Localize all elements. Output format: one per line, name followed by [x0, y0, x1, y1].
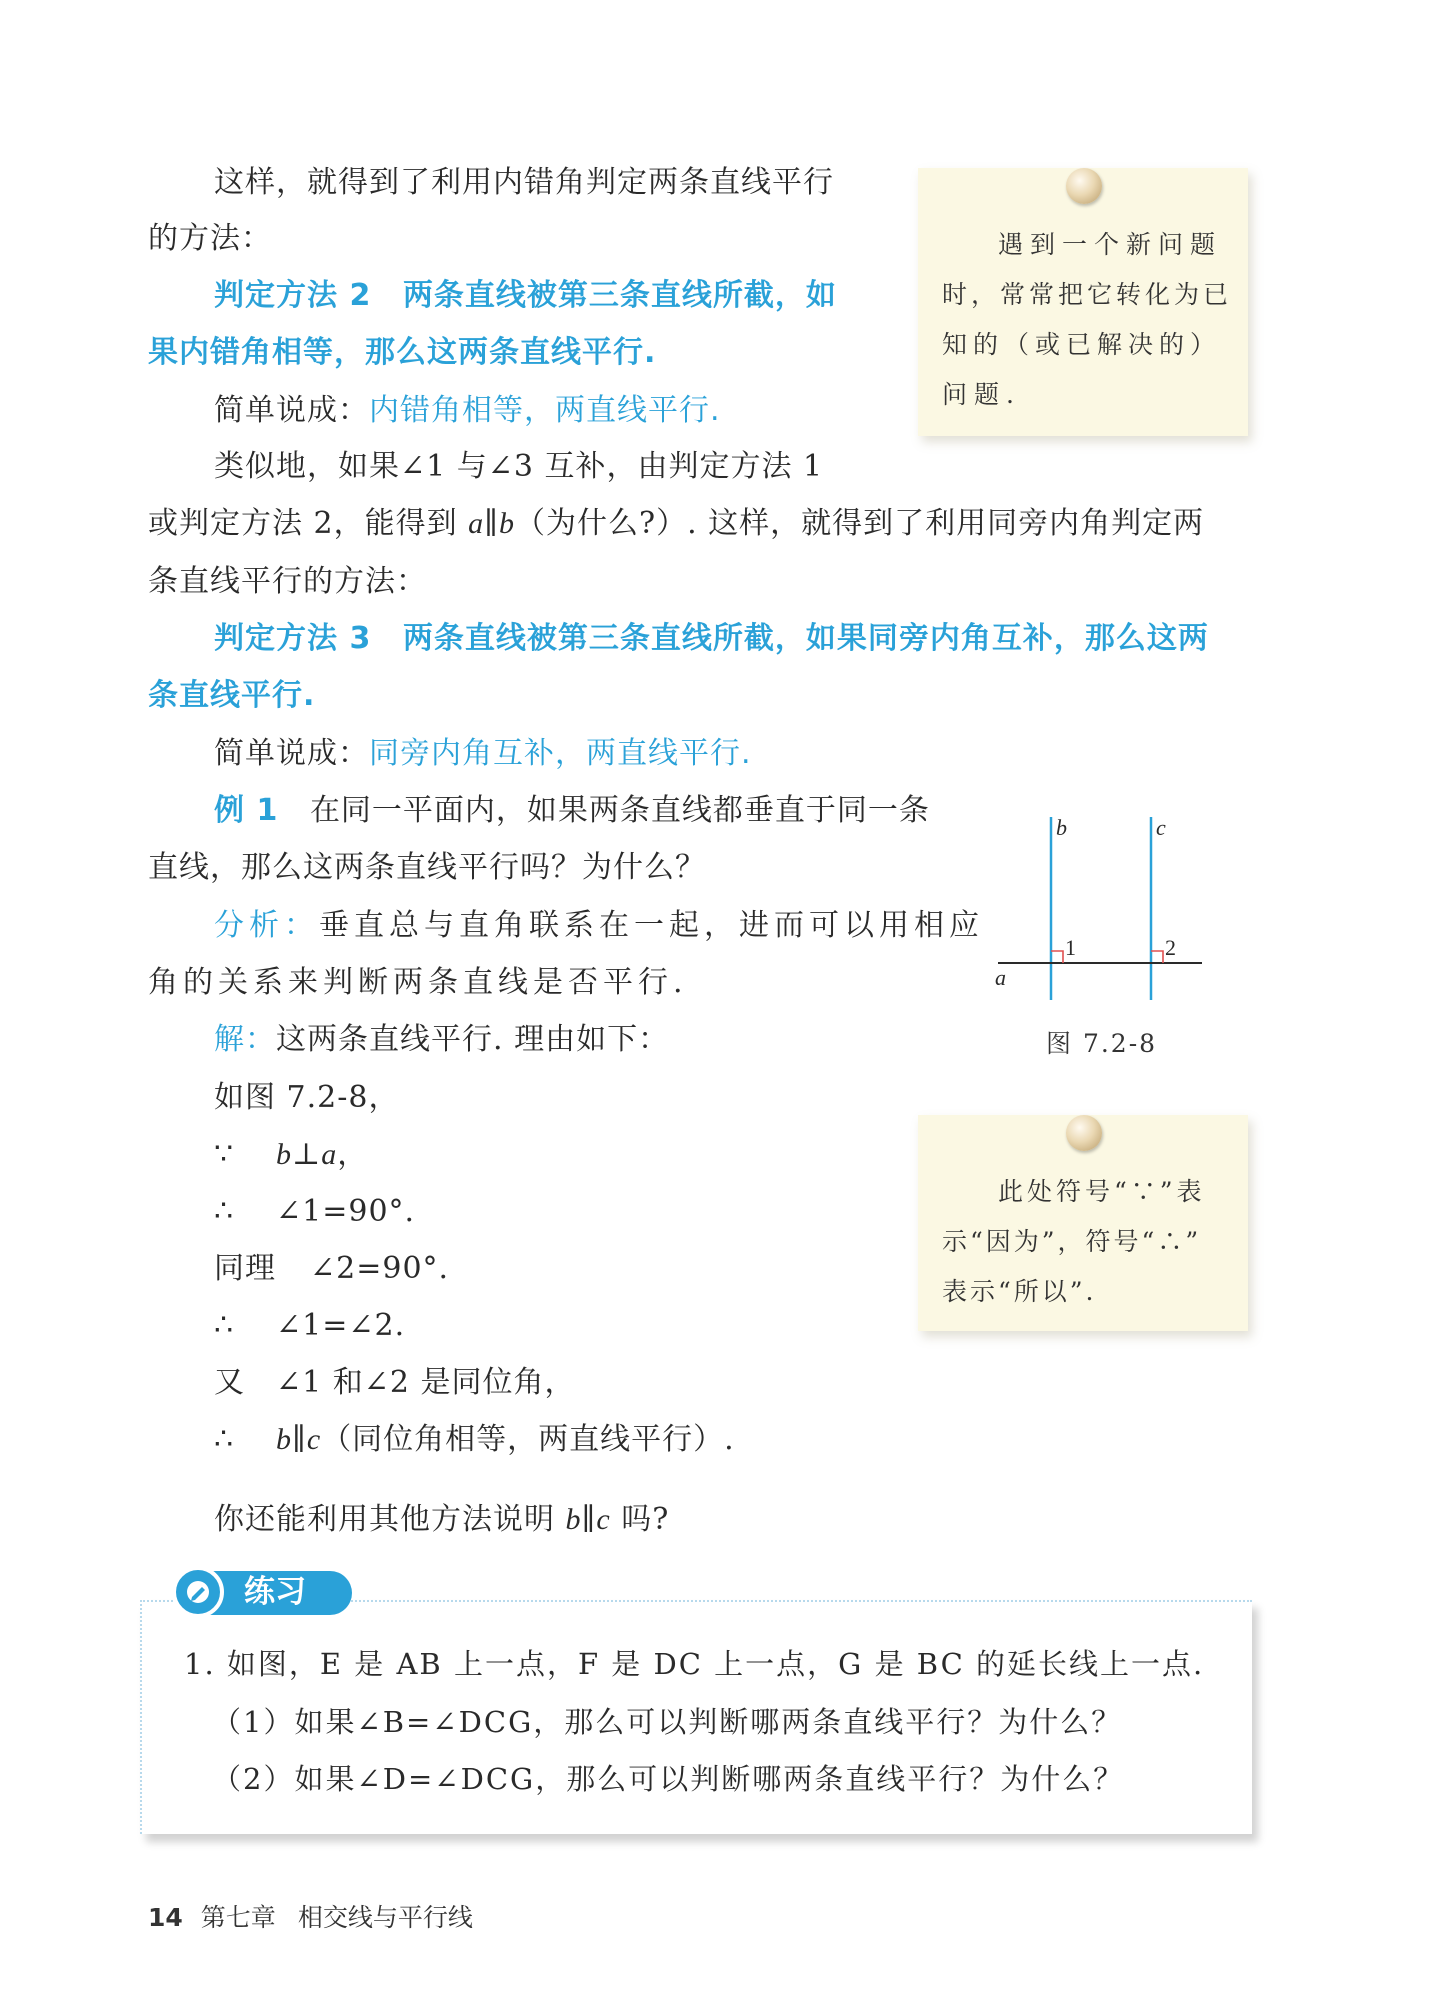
pencil-icon	[172, 1566, 224, 1618]
math-span: a∥b	[468, 507, 516, 540]
chapter-label: 第七章	[200, 1903, 276, 1932]
proof-step	[214, 1363, 576, 1403]
label-a: a	[995, 965, 1006, 990]
chapter-title: 相交线与平行线	[297, 1903, 473, 1932]
note-line: 示“因为”，符号“∴”	[942, 1227, 1202, 1256]
right-angle-mark-2	[1151, 951, 1163, 963]
label-c: c	[1156, 815, 1166, 840]
proof-symbol: ∵	[214, 1137, 235, 1172]
proof-step	[214, 1135, 368, 1175]
example-text: 在同一平面内，如果两条直线都垂直于同一条	[309, 793, 930, 828]
analysis-text-cont: 角的关系来判断两条直线是否平行.	[148, 965, 688, 1000]
short-text: 同旁内角互补，两直线平行.	[369, 736, 752, 771]
proof-symbol: 同理	[214, 1251, 276, 1286]
paragraph-line: 这样，就得到了利用内错角判定两条直线平行	[214, 165, 834, 200]
exercise-header	[172, 1568, 352, 1616]
short-prefix: 简单说成：	[214, 736, 369, 771]
exercise-subquestion: （1）如果∠B=∠DCG，那么可以判断哪两条直线平行？为什么？	[212, 1705, 1123, 1739]
follow-up-question	[214, 1500, 669, 1540]
side-note	[918, 168, 1248, 436]
figure-7-2-8	[990, 815, 1220, 1005]
short-statement-2	[214, 391, 721, 431]
proof-math: ∠1=90°.	[276, 1194, 416, 1229]
proof-math: ∠1=∠2.	[276, 1308, 406, 1343]
solution-text: 这两条直线平行. 理由如下：	[276, 1022, 670, 1057]
short-statement-3	[214, 734, 752, 774]
example-line	[214, 791, 930, 831]
example-text-cont: 直线，那么这两条直线平行吗？为什么？	[148, 850, 706, 885]
proof-step	[214, 1192, 415, 1232]
proof-step	[214, 1249, 449, 1289]
proof-tail: （同位角相等，两直线平行）.	[321, 1422, 735, 1457]
example-label: 例 1	[214, 793, 279, 828]
short-prefix: 简单说成：	[214, 393, 369, 428]
method-3-label: 判定方法 3	[214, 621, 372, 656]
paragraph-line: 的方法：	[148, 221, 272, 256]
method-2-text: 两条直线被第三条直线所截，如	[402, 278, 837, 313]
note-line: 问题.	[942, 380, 1021, 409]
method-2-text-cont: 果内错角相等，那么这两条直线平行.	[148, 335, 657, 370]
math-span: b∥c	[565, 1503, 611, 1536]
exercise-question: 1. 如图，E 是 AB 上一点，F 是 DC 上一点，G 是 BC 的延长线上一点.	[184, 1647, 1205, 1681]
paragraph-line: 条直线平行的方法：	[148, 564, 427, 599]
solution-line	[214, 1020, 669, 1060]
figure-reference: 如图 7.2-8，	[214, 1080, 400, 1115]
proof-symbol: ∴	[214, 1422, 235, 1457]
label-b: b	[1056, 815, 1067, 840]
method-3-text: 两条直线被第三条直线所截，如果同旁内角互补，那么这两	[402, 621, 1209, 656]
label-angle-1: 1	[1065, 935, 1076, 960]
solution-label: 解：	[214, 1022, 276, 1057]
paragraph-line	[148, 504, 1204, 544]
short-text: 内错角相等，两直线平行.	[369, 393, 721, 428]
text-span: 吗?	[610, 1502, 670, 1537]
method-2-line	[214, 276, 837, 316]
method-2-label: 判定方法 2	[214, 278, 372, 313]
proof-symbol: ∴	[214, 1308, 235, 1343]
figure-caption: 图 7.2-8	[1046, 1029, 1158, 1058]
pin-icon	[1066, 1115, 1102, 1151]
text-span: 或判定方法 2，能得到	[148, 506, 469, 541]
note-line: 时，常常把它转化为已	[942, 280, 1233, 309]
note-line: 遇到一个新问题	[998, 230, 1223, 259]
analysis-label: 分析：	[214, 908, 319, 943]
text-span: （为什么?）. 这样，就得到了利用同旁内角判定两	[515, 506, 1205, 541]
side-note	[918, 1115, 1248, 1331]
analysis-line	[214, 906, 984, 946]
note-line: 表示“所以”.	[942, 1277, 1097, 1306]
proof-math: b∥c	[276, 1423, 322, 1456]
analysis-text: 垂直总与直角联系在一起，进而可以用相应	[319, 908, 984, 943]
pin-icon	[1066, 168, 1102, 204]
method-3-line	[214, 619, 1209, 659]
proof-step	[214, 1306, 405, 1346]
note-line: 知的（或已解决的）	[942, 330, 1222, 359]
label-angle-2: 2	[1165, 935, 1176, 960]
proof-math: ∠2=90°.	[310, 1251, 450, 1286]
page-number: 14	[148, 1903, 183, 1932]
exercise-box	[140, 1600, 1252, 1834]
method-3-text-cont: 条直线平行.	[148, 678, 316, 713]
proof-symbol: 又	[214, 1365, 245, 1400]
proof-math: b⊥a	[276, 1138, 338, 1171]
text-span: 你还能利用其他方法说明	[214, 1502, 566, 1537]
note-line: 此处符号“∵”表	[998, 1177, 1206, 1206]
page-footer	[148, 1898, 473, 1934]
exercise-subquestion: （2）如果∠D=∠DCG，那么可以判断哪两条直线平行？为什么？	[212, 1762, 1125, 1796]
proof-tail: ，	[337, 1137, 369, 1172]
exercise-title: 练习	[244, 1574, 306, 1610]
paragraph-line: 类似地，如果∠1 与∠3 互补，由判定方法 1	[214, 449, 824, 484]
proof-step	[214, 1420, 735, 1460]
right-angle-mark-1	[1051, 951, 1063, 963]
proof-math: ∠1 和∠2 是同位角，	[276, 1365, 576, 1400]
proof-symbol: ∴	[214, 1194, 235, 1229]
